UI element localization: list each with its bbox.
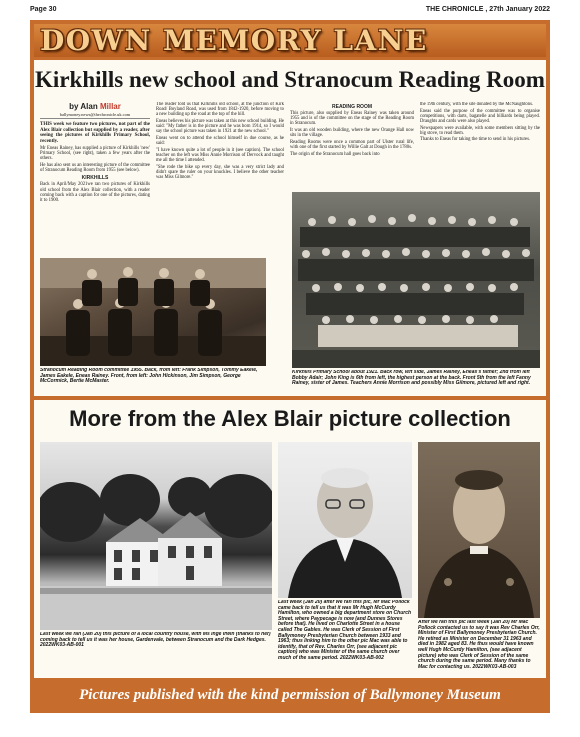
country-house-caption: Last week we ran (Jan 20) this picture of a local country house, with Ms Inge Irwin (thanks to her) coming back to tell us it was her house, Gardenvale, between Stranocum and the Dark Hedges. 2022WK03-AB-001: [40, 632, 271, 649]
school-class-photo: [292, 192, 540, 368]
publication-date: THE CHRONICLE , 27th January 2022: [425, 6, 550, 13]
feature-frame: [30, 20, 550, 713]
byline-surname: Millar: [99, 102, 121, 111]
story-column-1: [40, 102, 150, 254]
collection-title: More from the Alex Blair picture collection: [69, 406, 511, 431]
subheading-reading-room: READING ROOM: [332, 104, 372, 110]
paragraph: Back in April/May 2021we ran two pictures of Kirkhills old school from the Alex Blair collection, with a reader coming back with a caption for one of the pictures, dating it to 1900.: [40, 182, 150, 203]
school-class-photo-caption: Kirkhills Primary School about 1921. Back row, left side, James Rainey, Eneas's father; 2nd from left Bobby Adair; John King is 6th from left, the highest person at the back. Front 5th from the left Fanny Rainey, sister of James. Teachers Annie Morrison and possibly Miss Gilmore, pictured left and right.: [292, 370, 531, 387]
paragraph: He has also sent us an interesting picture of the committee of Stranocum Reading Room from 1955 (see below).: [40, 162, 150, 174]
story-headline: Kirkhills new school and Stranocum Reading Room: [35, 67, 545, 92]
paragraph: This picture, also supplied by Eneas Rainey was taken around 1955 and is of the committee on the stage of the Reading Room in Stranocum.: [290, 111, 414, 127]
paragraph: the 19th century, with the site donated by the McNaughtons.: [420, 102, 534, 107]
orr-portrait-photo: [418, 442, 540, 618]
paragraph: Newspapers were available, with some members sitting by the big stove, to read them.: [420, 125, 540, 136]
country-house-scene: [40, 442, 272, 630]
paragraph: The reader told us that Kirkhills old school, at the junction of Kirk Road/ Boyland Road, was used from 1842-1920, before moving to a new building up the road at the top of the hill.: [156, 102, 284, 118]
hamilton-portrait-caption: Last week (Jan 20) after we ran this pic, Mr Mac Pollock came back to tell us that it was Mr Hugh McCurdy Hamilton, who owned a big department store on Church Street, where Paypecage is now (and Dunnes Stores before that). He lived on Charlotte Street in a house called The Gables. He was Clerk of Session of First Ballymoney Presbyterian Church between 1933 and 1963; thus linking him to the other pic Mac was able to identify, that of Rev. Charles Orr, (see adjacent pic caption) who was Minister of the same church over much of the same period. 2022WK03-AB-002: [278, 600, 412, 661]
orr-portrait-figure: [418, 442, 540, 618]
paragraph: Reading Rooms were once a common part of Ulster rural life, with one of the first started by Willie Galt at Dough in the 1780s.: [290, 139, 414, 150]
paragraph: Eneas believes his picture was taken at this new school building. He said: "My father is in the picture and he was born 1914, so I would say the school picture was taken in 1921 at the new school.": [156, 119, 284, 135]
paragraph: Mr Eneas Rainey, has supplied a picture of Kirkhills 'new' Primary School, (see right), taken a few years after the others.: [40, 145, 150, 162]
paragraph: Eneas said the purpose of the committee was to organise competitions, with darts, bagatelle and billiards being played. Draughts and cards were also played.: [420, 108, 540, 124]
paragraph: THIS week we feature two pictures, not part of the Alex Blair collection but supplied by a reader, after seeing the pictures of Kirkhills Primary School, recently.: [40, 122, 150, 144]
section-banner: [34, 24, 546, 57]
subheading-kirkhills: KIRKHILLS: [81, 175, 109, 182]
page-number: Page 30: [30, 6, 57, 13]
page-header: [30, 6, 550, 18]
committee-photo: [40, 258, 266, 366]
story-panel: [34, 60, 546, 396]
hamilton-portrait-figure: [278, 442, 412, 598]
paragraph: It was an old wooden building, where the new Orange Hall now sits in the village.: [290, 128, 414, 139]
author-email: ballymoney.news@thechronicle.uk.com: [40, 112, 150, 119]
school-class-figures: [292, 192, 540, 368]
byline: [40, 102, 150, 111]
hamilton-portrait-photo: [278, 442, 412, 598]
committee-photo-caption: Stranocum Reading Room committee 1955. Back, from left: Frank Simpson, Tommy Eakele, James Eakele, Eneas Rainey. Front, from left: John Hickinson, Jim Simpson, George McCormick, Bertie McMaster.: [40, 368, 258, 385]
committee-photo-figures: [40, 258, 266, 366]
collection-panel: [34, 400, 546, 678]
footer-credit: Pictures published with the kind permission of Ballymoney Museum: [79, 687, 501, 703]
story-column-3: [290, 102, 414, 188]
country-house-photo: [40, 442, 272, 630]
paragraph: "She rode the bike up every day, she was a very strict lady and didn't spare the ruler on your knuckles. I believe the other teacher was Miss Gilmore.": [156, 164, 284, 181]
story-column-4: [420, 102, 540, 188]
paragraph: Eneas went on to attend the school himself in due course, as he said:: [156, 136, 284, 147]
story-column-2: [156, 102, 284, 254]
paragraph: Thanks to Eneas for taking the time to send in his pictures.: [420, 137, 531, 143]
orr-portrait-caption: After we ran this pic last week (Jan 20) Mr Mac Pollock contacted us to say it was Rev Charles Orr, Minister of First Ballymoney Presbyterian Church. He retired as Minister on December 31 1963 and died in 1982 aged 83. He thus would have known well Hugh McCurdy Hamilton, (see adjacent picture) who was Clerk of Session of the same church during the same period. Many thanks to Mac for contacting us. 2022WK03-AB-003: [418, 620, 540, 670]
byline-prefix: by Alan: [69, 102, 98, 111]
paragraph: The origin of the Stranocum hall goes back into: [290, 151, 380, 157]
paragraph: "I have known quite a lot of people in it (see caption). The school teacher on the left was Miss Annie Morrison of Dervock and taught me all the time I attended.: [156, 147, 284, 164]
banner-title: DOWN MEMORY LANE: [40, 24, 428, 57]
